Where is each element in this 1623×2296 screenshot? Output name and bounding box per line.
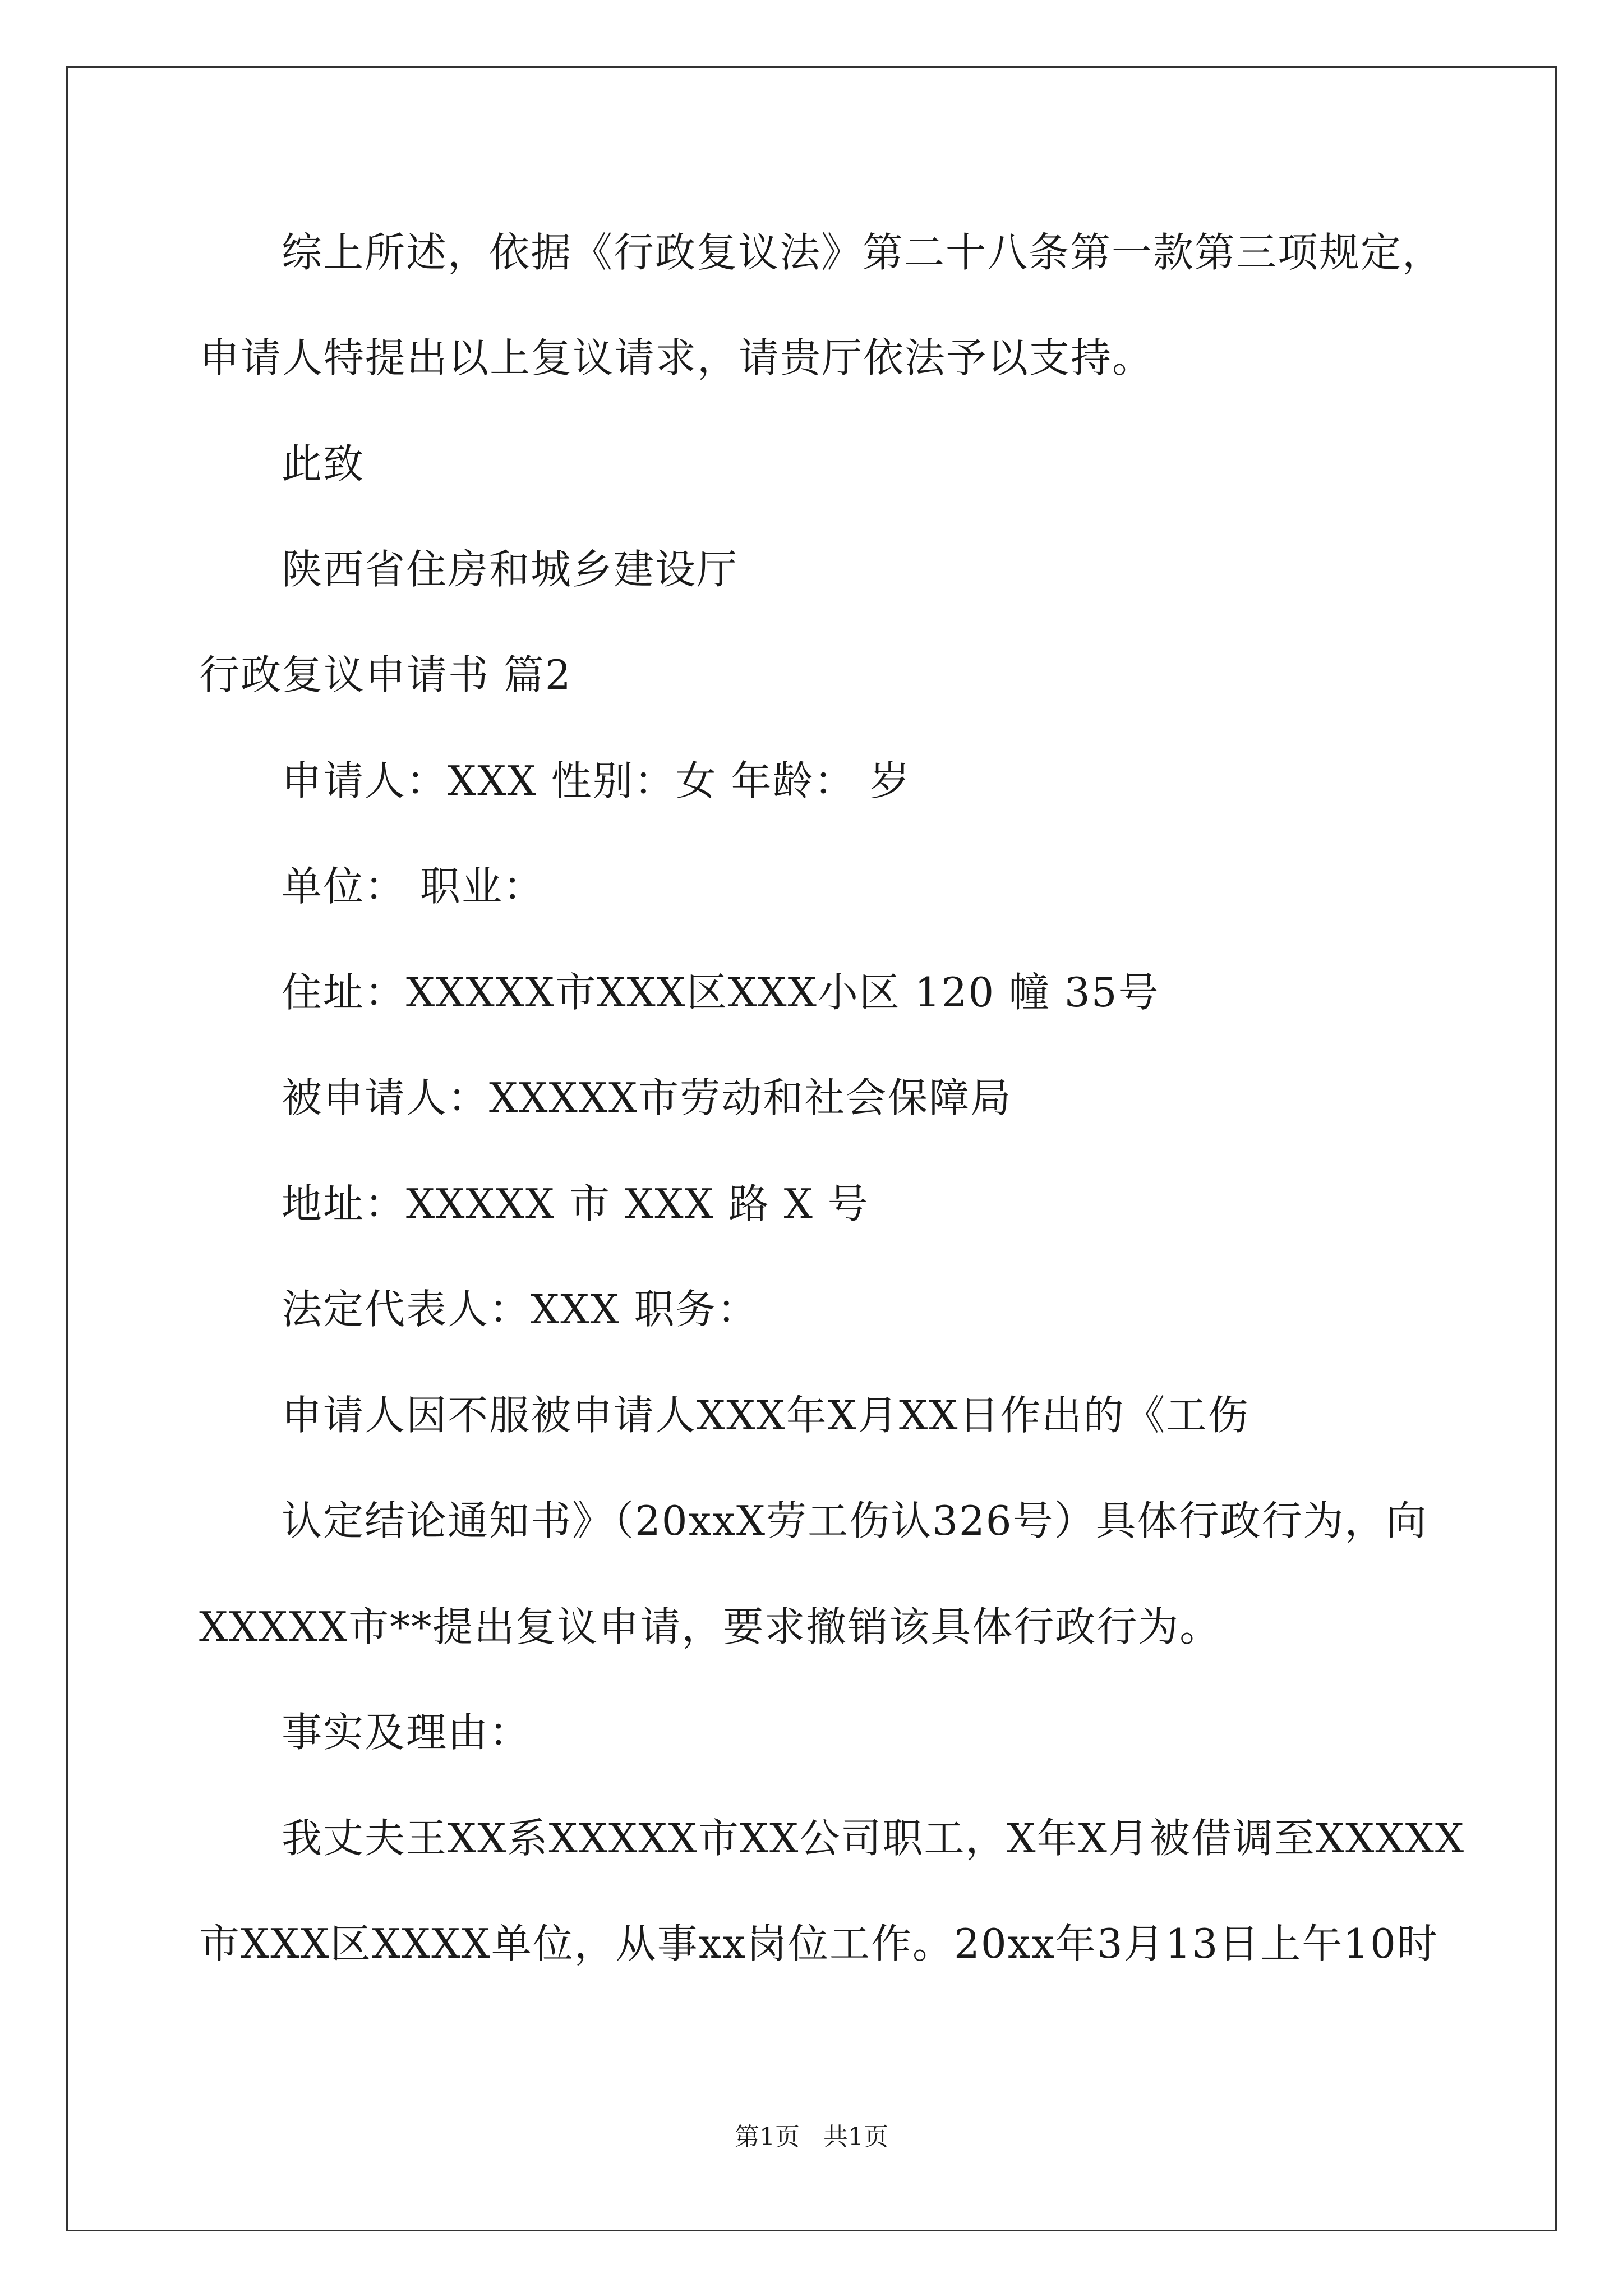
paragraph-line: 市XXX区XXXX单位，从事xx岗位工作。20xx年3月13日上午10时 bbox=[199, 1920, 1438, 1967]
closing-salutation: 此致 bbox=[282, 440, 365, 487]
applicant-info: 申请人：XXX 性别：女 年龄： 岁 bbox=[282, 757, 911, 804]
paragraph-line: 申请人因不服被申请人XXX年X月XX日作出的《工伤 bbox=[282, 1392, 1249, 1439]
facts-heading: 事实及理由： bbox=[282, 1709, 531, 1756]
respondent-address: 地址：XXXXX 市 XXX 路 X 号 bbox=[282, 1180, 869, 1227]
employer-info: 单位： 职业： bbox=[282, 863, 545, 910]
page-number-footer: 第1页 共1页 bbox=[735, 2123, 888, 2151]
page-border bbox=[66, 66, 1557, 2231]
legal-representative: 法定代表人：XXX 职务： bbox=[282, 1286, 759, 1333]
paragraph-line: 我丈夫王XX系XXXXX市XX公司职工，X年X月被借调至XXXXX bbox=[282, 1815, 1465, 1862]
section-title: 行政复议申请书 篇2 bbox=[199, 651, 572, 698]
address-info: 住址：XXXXX市XXX区XXX小区 120 幢 35号 bbox=[282, 969, 1160, 1016]
recipient-name: 陕西省住房和城乡建设厅 bbox=[282, 546, 739, 593]
paragraph-line: 综上所述，依据《行政复议法》第二十八条第一款第三项规定， bbox=[282, 229, 1444, 276]
paragraph-line: XXXXX市**提出复议申请，要求撤销该具体行政行为。 bbox=[199, 1603, 1221, 1650]
paragraph-line: 认定结论通知书》（20xxX劳工伤认326号）具体行政行为，向 bbox=[282, 1497, 1428, 1544]
respondent-info: 被申请人：XXXXX市劳动和社会保障局 bbox=[282, 1074, 1012, 1121]
paragraph-line: 申请人特提出以上复议请求，请贵厅依法予以支持。 bbox=[199, 334, 1154, 381]
